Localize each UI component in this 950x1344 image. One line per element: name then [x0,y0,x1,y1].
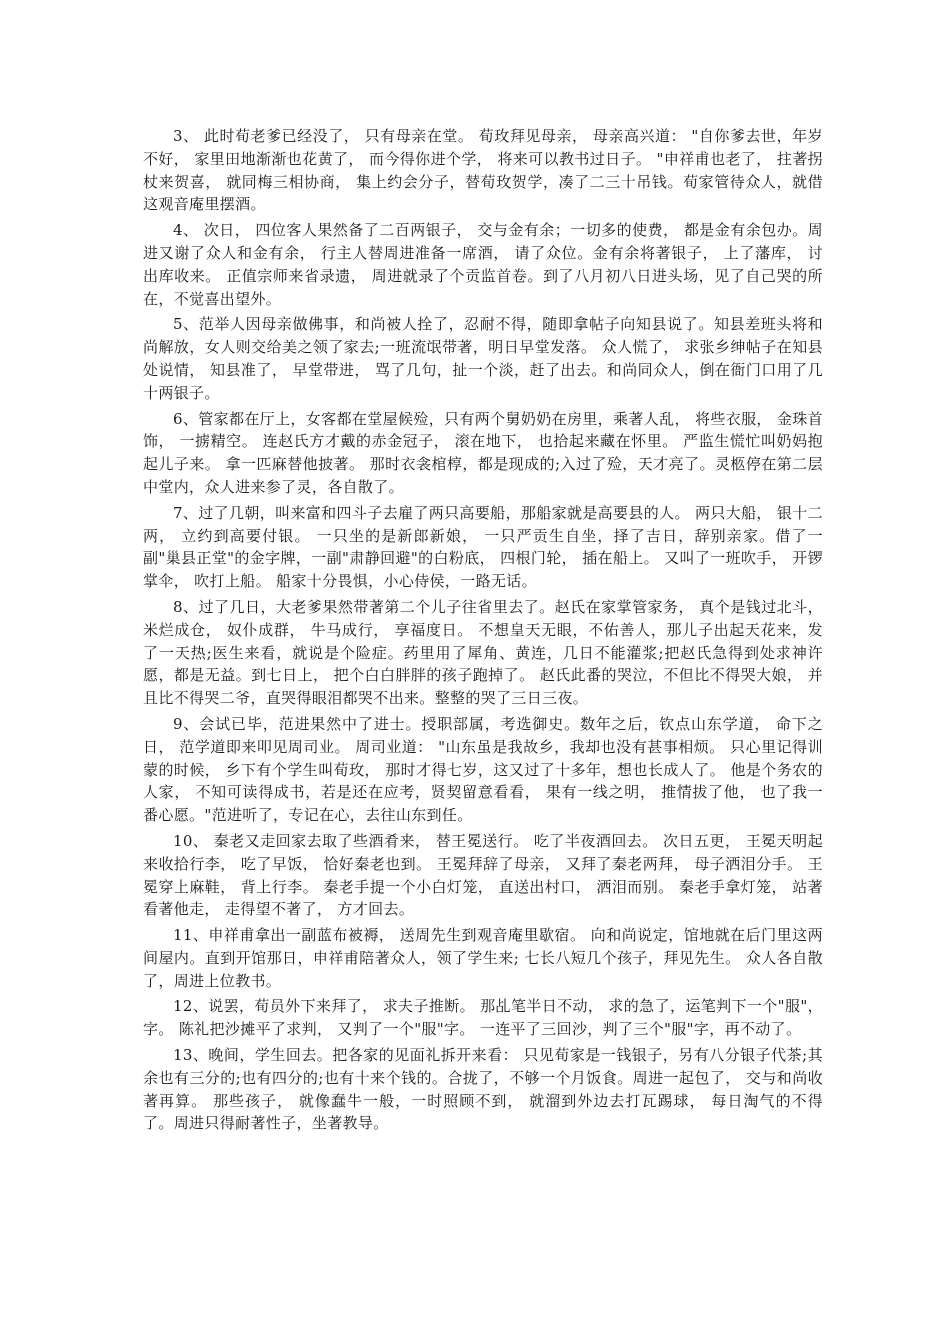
paragraph-8: 8、过了几日，大老爹果然带著第二个儿子往省里去了。赵氏在家掌管家务， 真个是钱过北斗， 米烂成仓， 奴仆成群， 牛马成行， 享福度日。 不想皇天无眼，不佑善人，那儿子出起天花来，发了一天热;医生来看，就说是个险症。药里用了犀角、黄连，几日不能灌浆;把赵氏急得到处求神许愿，都是无益。到七日上， 把个白白胖胖的孩子跑掉了。 赵氏此番的哭泣，不但比不得哭大娘， 并且比不得哭二爷，直哭得眼泪都哭不出来。整整的哭了三日三夜。 [143,597,823,708]
paragraph-11: 11、申祥甫拿出一副蓝布被褥， 送周先生到观音庵里歇宿。 向和尚说定，馆地就在后门里这两间屋内。直到开馆那日，申祥甫陪著众人，领了学生来; 七长八短几个孩子，拜见先生。 众人各自散了，周进上位教书。 [143,926,823,990]
document-body [143,125,823,1135]
paragraph-12: 12、说罢，荀员外下来拜了， 求夫子推断。 那乩笔半日不动， 求的急了，运笔判下一个"服"， 字。 陈礼把沙摊平了求判， 又判了一个"服"字。 一连平了三回沙，判了三个"服"字，再不动了。 [143,997,823,1039]
paragraph-6: 6、管家都在厅上，女客都在堂屋候殓，只有两个舅奶奶在房里，乘著人乱， 将些衣服， 金珠首饰， 一掳精空。 连赵氏方才戴的赤金冠子， 滚在地下， 也拾起来藏在怀里。 严监生慌忙叫奶妈抱起儿子来。 拿一匹麻替他披著。 那时衣衾棺椁，都是现成的;入过了殓，天才亮了。灵柩停在第二层中堂内，众人进来参了灵，各自散了。 [143,409,823,496]
paragraph-13: 13、晚间，学生回去。把各家的见面礼拆开来看： 只见荀家是一钱银子，另有八分银子代茶;其余也有三分的;也有四分的;也有十来个钱的。合拢了，不够一个月饭食。周进一起包了， 交与和尚收著再算。 那些孩子， 就像蠢牛一般，一时照顾不到， 就溜到外边去打瓦踢球， 每日淘气的不得了。周进只得耐著性子，坐著教导。 [143,1046,823,1133]
paragraph-10: 10、 秦老又走回家去取了些酒肴来， 替王冕送行。 吃了半夜酒回去。 次日五更， 王冕天明起来收拾行李， 吃了早饭， 恰好秦老也到。 王冕拜辞了母亲， 又拜了秦老两拜， 母子洒泪分手。 王冕穿上麻鞋， 背上行李。 秦老手提一个小白灯笼， 直送出村口， 洒泪而别。 秦老手拿灯笼， 站著看著他走， 走得望不著了， 方才回去。 [143,831,823,919]
paragraph-9: 9、会试已毕，范进果然中了进士。授职部属，考选御史。数年之后，钦点山东学道， 命下之日， 范学道即来叩见周司业。 周司业道： "山东虽是我故乡，我却也没有甚事相烦。 只心里记得训蒙的时候， 乡下有个学生叫荀玫， 那时才得七岁，这又过了十多年，想也长成人了。 他是个务农的人家， 不知可读得成书，若是还在应考，贤契留意看看， 果有一线之明， 推情拔了他， 也了我一番心愿。"范进听了，专记在心，去往山东到任。 [143,714,823,825]
paragraph-7: 7、过了几朝，叫来富和四斗子去雇了两只高要船，那船家就是高要县的人。 两只大船， 银十二两， 立约到高要付银。 一只坐的是新郎新娘， 一只严贡生自坐，择了吉日，辞别亲家。借了一副"巢县正堂"的金字牌，一副"肃静回避"的白粉底， 四根门轮， 插在船上。 又叫了一班吹手， 开锣掌伞， 吹打上船。 船家十分畏惧，小心侍侯，一路无话。 [143,503,823,591]
paragraph-4: 4、 次日， 四位客人果然备了二百两银子， 交与金有余；一切多的使费， 都是金有余包办。周进又谢了众人和金有余， 行主人替周进准备一席酒， 请了众位。金有余将著银子， 上了藩库， 讨出库收来。 正值宗师来省录遗， 周进就录了个贡监首卷。到了八月初八日进头场，见了自己哭的所在，不觉喜出望外。 [143,221,823,308]
paragraph-3: 3、 此时荀老爹已经没了， 只有母亲在堂。 荀玫拜见母亲， 母亲高兴道： "自你爹去世，年岁不好， 家里田地渐渐也花黄了， 而今得你进个学， 将来可以教书过日子。 "申祥甫也老了， 拄著拐杖来贺喜， 就同梅三相协商， 集上约会分子，替荀玫贺学，凑了二三十吊钱。荀家管待众人，就借这观音庵里摆酒。 [143,127,823,214]
paragraph-5: 5、范举人因母亲做佛事，和尚被人拴了，忍耐不得，随即拿帖子向知县说了。知县差班头将和尚解放，女人则交给美之领了家去;一班流氓带著，明日早堂发落。 众人慌了， 求张乡绅帖子在知县处说情， 知县准了， 早堂带进， 骂了几句，扯一个淡，赶了出去。和尚同众人，倒在衙门口用了几十两银子。 [143,315,823,402]
